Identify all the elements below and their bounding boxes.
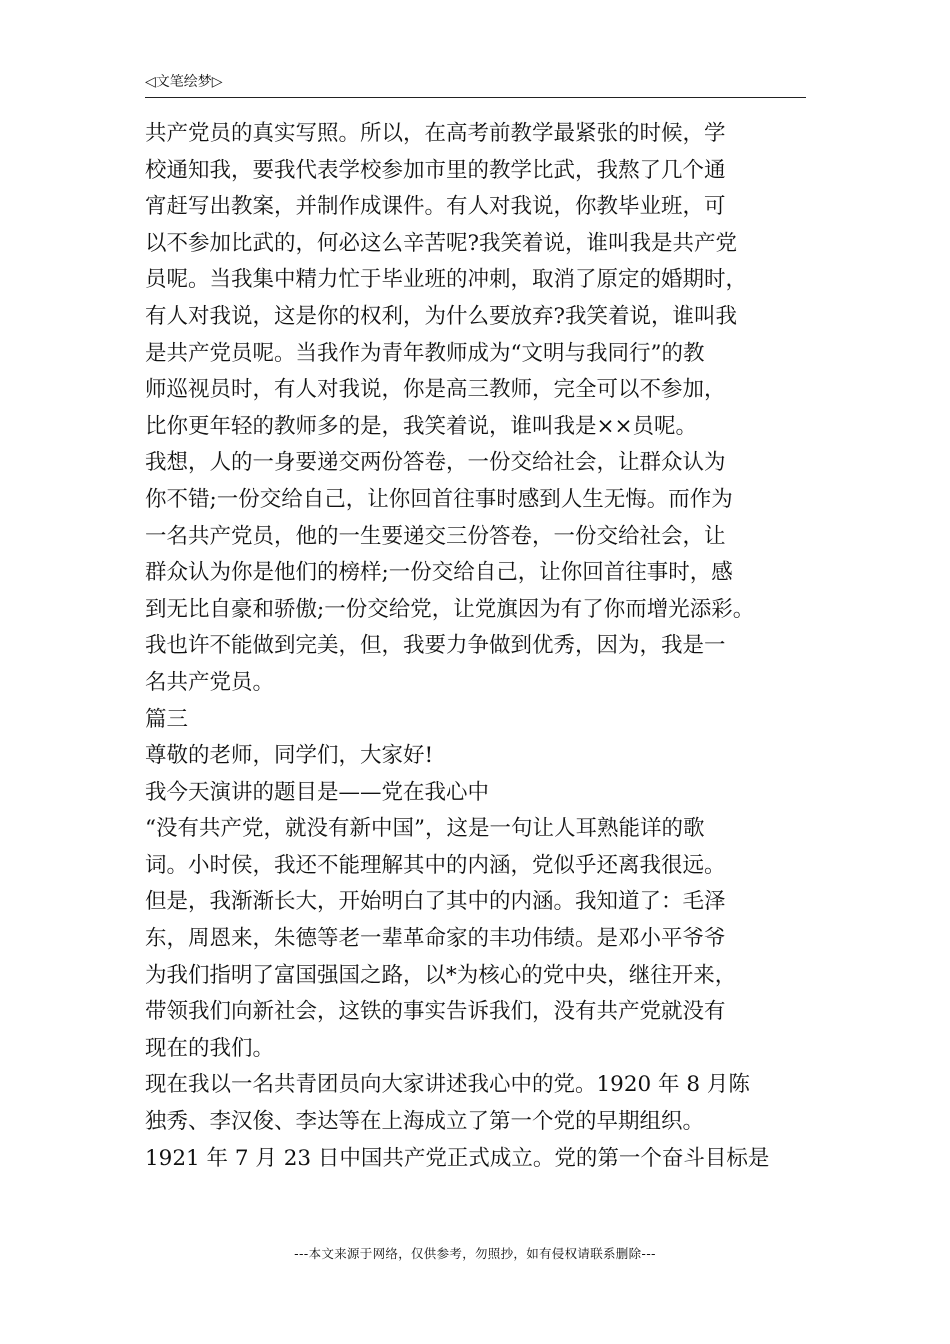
salutation: 尊敬的老师，同学们，大家好! (145, 743, 434, 769)
text-line: 是共产党员呢。当我作为青年教师成为“文明与我同行”的教 (145, 340, 705, 366)
text-line: 但是，我渐渐长大，开始明白了其中的内涵。我知道了：毛泽 (145, 889, 726, 915)
text-line: 带领我们向新社会，这铁的事实告诉我们，没有共产党就没有 (145, 999, 726, 1025)
text-line: 我想，人的一身要递交两份答卷，一份交给社会，让群众认为 (145, 450, 726, 476)
text-line: 词。小时侯，我还不能理解其中的内涵，党似乎还离我很远。 (145, 852, 726, 878)
text-line: 师巡视员时，有人对我说，你是高三教师，完全可以不参加， (145, 377, 726, 403)
text-line: 一名共产党员，他的一生要递交三份答卷，一份交给社会，让 (145, 523, 726, 549)
text-line: “没有共产党，就没有新中国”，这是一句让人耳熟能详的歌 (145, 816, 705, 842)
page-header: ◁文笔绘梦▷ (145, 74, 223, 90)
text-line: 现在的我们。 (145, 1035, 275, 1061)
text-line: 你不错;一份交给自己，让你回首往事时感到人生无悔。而作为 (145, 486, 733, 512)
text-line: 独秀、李汉俊、李达等在上海成立了第一个党的早期组织。 (145, 1109, 705, 1135)
text-line: 1921 年 7 月 23 日中国共产党正式成立。党的第一个奋斗目标是 (145, 1145, 770, 1171)
text-line: 宵赶写出教案，并制作成课件。有人对我说，你教毕业班，可 (145, 194, 726, 220)
text-line: 名共产党员。 (145, 669, 275, 695)
document-body (145, 116, 825, 1177)
text-line: 员呢。当我集中精力忙于毕业班的冲刺，取消了原定的婚期时， (145, 267, 748, 293)
text-line: 以不参加比武的，何必这么辛苦呢?我笑着说，谁叫我是共产党 (145, 230, 738, 256)
text-line: 群众认为你是他们的榜样;一份交给自己，让你回首往事时，感 (145, 560, 733, 586)
section-heading: 篇三 (145, 706, 189, 732)
text-line: 到无比自豪和骄傲;一份交给党，让党旗因为有了你而增光添彩。 (145, 596, 755, 622)
speech-title: 我今天演讲的题目是——党在我心中 (145, 779, 490, 805)
text-line: 共产党员的真实写照。所以，在高考前教学最紧张的时候，学 (145, 121, 726, 146)
text-line: 东，周恩来，朱德等老一辈革命家的丰功伟绩。是邓小平爷爷 (145, 926, 726, 952)
text-line: 我也许不能做到完美，但，我要力争做到优秀，因为，我是一 (145, 633, 726, 659)
text-line: 现在我以一名共青团员向大家讲述我心中的党。1920 年 8 月陈 (145, 1072, 750, 1098)
header-divider (145, 97, 806, 98)
text-line: 比你更年轻的教师多的是，我笑着说，谁叫我是××员呢。 (145, 413, 698, 439)
page-footer: ---本文来源于网络，仅供参考，勿照抄，如有侵权请联系删除--- (294, 1246, 656, 1261)
text-line: 校通知我，要我代表学校参加市里的教学比武，我熬了几个通 (145, 157, 726, 183)
text-line: 有人对我说，这是你的权利，为什么要放弃?我笑着说，谁叫我 (145, 303, 738, 329)
text-line: 为我们指明了富国强国之路，以*为核心的党中央，继往开来， (145, 962, 737, 988)
